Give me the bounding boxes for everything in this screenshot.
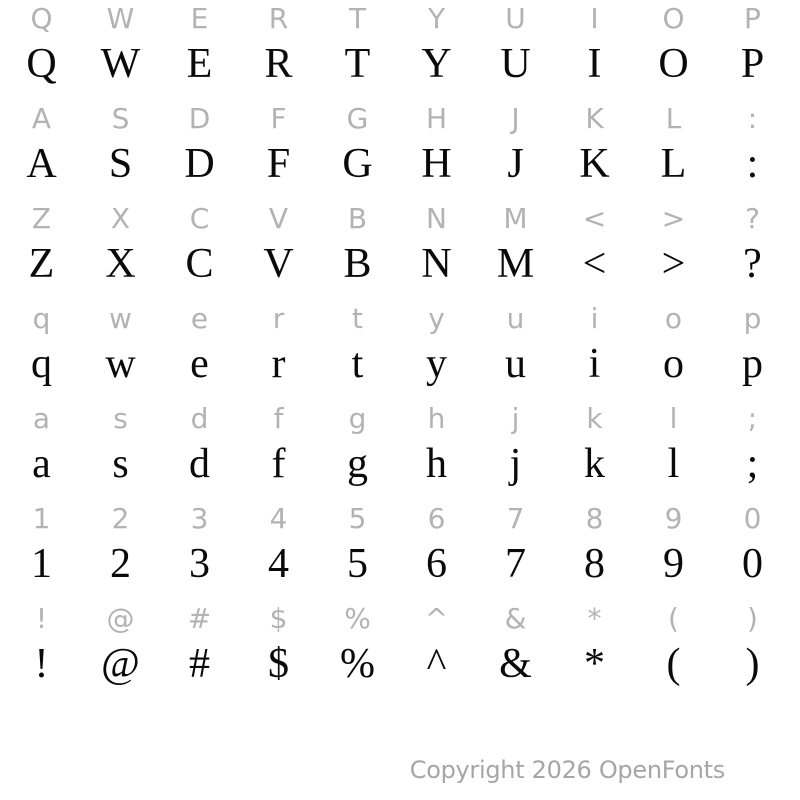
glyph-reference-cell: 1 (32, 502, 51, 535)
glyph-specimen-cell: h (426, 441, 447, 487)
glyph-specimen-cell: 2 (110, 541, 131, 587)
reference-font-row (2, 500, 792, 538)
glyph-specimen-cell: s (112, 441, 129, 487)
glyph-specimen-cell: ^ (426, 641, 447, 687)
glyph-reference-cell: d (190, 402, 209, 435)
glyph-reference-cell: Y (427, 2, 446, 35)
glyph-specimen-cell: w (105, 341, 136, 387)
glyph-reference-cell: p (743, 302, 762, 335)
glyph-specimen-cell: k (584, 441, 605, 487)
glyph-specimen-cell: V (263, 241, 294, 287)
glyph-reference-cell: G (346, 102, 369, 135)
glyph-specimen-cell: U (500, 41, 531, 87)
glyph-specimen-cell: : (746, 141, 759, 187)
glyph-reference-cell: 7 (506, 502, 525, 535)
glyph-reference-cell: ? (745, 202, 760, 235)
glyph-reference-cell: f (273, 402, 284, 435)
glyph-specimen-cell: q (31, 341, 52, 387)
glyph-reference-cell: 9 (664, 502, 683, 535)
glyph-specimen-cell: & (499, 641, 532, 687)
glyph-specimen-cell: 5 (347, 541, 368, 587)
glyph-specimen-cell: 7 (505, 541, 526, 587)
glyph-specimen-cell: ; (746, 441, 759, 487)
glyph-specimen-cell: R (264, 41, 293, 87)
glyph-specimen-cell: d (189, 441, 210, 487)
glyph-specimen-cell: N (421, 241, 452, 287)
glyph-reference-cell: 5 (348, 502, 367, 535)
glyph-reference-cell: ^ (424, 602, 449, 635)
glyph-reference-cell: C (189, 202, 210, 235)
glyph-reference-cell: o (664, 302, 683, 335)
glyph-specimen-cell: J (507, 141, 524, 187)
glyph-row-pair-symbols-row (2, 600, 792, 700)
glyph-reference-cell: U (505, 2, 526, 35)
glyph-reference-cell: ) (747, 602, 758, 635)
glyph-specimen-cell: l (667, 441, 680, 487)
glyph-reference-cell: r (272, 302, 285, 335)
glyph-reference-cell: h (427, 402, 446, 435)
glyph-reference-cell: 3 (190, 502, 209, 535)
glyph-reference-cell: S (111, 102, 130, 135)
glyph-specimen-cell: p (742, 341, 763, 387)
glyph-reference-cell: Q (30, 2, 53, 35)
glyph-specimen-cell: K (579, 141, 610, 187)
glyph-specimen-cell: Q (26, 41, 57, 87)
specimen-font-row (2, 338, 792, 390)
glyph-reference-cell: $ (269, 602, 288, 635)
specimen-font-row (2, 438, 792, 490)
glyph-reference-cell: W (106, 2, 135, 35)
glyph-reference-cell: i (590, 302, 599, 335)
glyph-reference-cell: > (661, 202, 686, 235)
glyph-specimen-cell: ( (666, 641, 681, 687)
glyph-reference-cell: T (348, 2, 367, 35)
glyph-specimen-cell: o (663, 341, 684, 387)
font-specimen-sheet (2, 0, 792, 700)
glyph-specimen-cell: 3 (189, 541, 210, 587)
glyph-specimen-cell: t (351, 341, 364, 387)
glyph-specimen-cell: j (509, 441, 522, 487)
glyph-reference-cell: t (352, 302, 363, 335)
glyph-reference-cell: w (109, 302, 132, 335)
glyph-reference-cell: s (113, 402, 128, 435)
glyph-reference-cell: j (511, 402, 520, 435)
glyph-reference-cell: R (268, 2, 289, 35)
glyph-reference-cell: g (348, 402, 367, 435)
glyph-specimen-cell: % (340, 641, 375, 687)
glyph-reference-cell: I (590, 2, 599, 35)
glyph-reference-cell: L (665, 102, 682, 135)
glyph-reference-cell: N (426, 202, 447, 235)
glyph-specimen-cell: ? (743, 241, 762, 287)
glyph-reference-cell: @ (106, 602, 135, 635)
glyph-specimen-cell: r (271, 341, 286, 387)
glyph-reference-cell: * (587, 602, 602, 635)
glyph-specimen-cell: F (266, 141, 291, 187)
glyph-specimen-cell: $ (268, 641, 289, 687)
glyph-reference-cell: K (585, 102, 604, 135)
glyph-specimen-cell: 1 (31, 541, 52, 587)
glyph-reference-cell: 8 (585, 502, 604, 535)
specimen-font-row (2, 138, 792, 190)
specimen-font-row (2, 638, 792, 690)
reference-font-row (2, 100, 792, 138)
glyph-row-pair-digits-row (2, 500, 792, 600)
glyph-reference-cell: O (662, 2, 685, 35)
reference-font-row (2, 0, 792, 38)
glyph-row-pair-uppercase-qwerty-row (2, 0, 792, 100)
glyph-reference-cell: B (347, 202, 368, 235)
glyph-specimen-cell: i (588, 341, 601, 387)
glyph-reference-cell: D (188, 102, 211, 135)
glyph-specimen-cell: B (343, 241, 372, 287)
glyph-specimen-cell: Y (421, 41, 452, 87)
glyph-specimen-cell: @ (101, 641, 140, 687)
glyph-reference-cell: J (511, 102, 520, 135)
glyph-specimen-cell: I (587, 41, 602, 87)
glyph-specimen-cell: 9 (663, 541, 684, 587)
glyph-row-pair-uppercase-asdf-row (2, 100, 792, 200)
glyph-specimen-cell: C (185, 241, 214, 287)
glyph-specimen-cell: * (584, 641, 605, 687)
glyph-specimen-cell: u (505, 341, 526, 387)
glyph-specimen-cell: f (271, 441, 286, 487)
glyph-reference-cell: ( (668, 602, 679, 635)
glyph-reference-cell: u (506, 302, 525, 335)
reference-font-row (2, 200, 792, 238)
glyph-reference-cell: E (190, 2, 209, 35)
glyph-specimen-cell: g (347, 441, 368, 487)
glyph-reference-cell: X (110, 202, 131, 235)
copyright-text: Copyright 2026 OpenFonts (409, 756, 725, 784)
glyph-row-pair-lowercase-qwerty-row (2, 300, 792, 400)
glyph-specimen-cell: O (658, 41, 689, 87)
glyph-reference-cell: 0 (743, 502, 762, 535)
glyph-specimen-cell: 6 (426, 541, 447, 587)
glyph-specimen-cell: 4 (268, 541, 289, 587)
glyph-reference-cell: ! (35, 602, 48, 635)
reference-font-row (2, 300, 792, 338)
glyph-specimen-cell: ) (745, 641, 760, 687)
glyph-specimen-cell: e (190, 341, 209, 387)
reference-font-row (2, 400, 792, 438)
glyph-specimen-cell: < (582, 241, 607, 287)
glyph-specimen-cell: 0 (742, 541, 763, 587)
glyph-reference-cell: V (268, 202, 289, 235)
glyph-reference-cell: e (190, 302, 209, 335)
glyph-specimen-cell: H (421, 141, 452, 187)
glyph-specimen-cell: > (661, 241, 686, 287)
glyph-specimen-cell: M (496, 241, 535, 287)
glyph-row-pair-lowercase-asdf-row (2, 400, 792, 500)
glyph-reference-cell: < (582, 202, 607, 235)
glyph-reference-cell: ; (747, 402, 758, 435)
glyph-specimen-cell: G (342, 141, 373, 187)
reference-font-row (2, 600, 792, 638)
glyph-specimen-cell: L (660, 141, 687, 187)
glyph-specimen-cell: 8 (584, 541, 605, 587)
glyph-reference-cell: : (747, 102, 758, 135)
glyph-reference-cell: 6 (427, 502, 446, 535)
glyph-specimen-cell: E (186, 41, 213, 87)
glyph-reference-cell: y (428, 302, 445, 335)
glyph-reference-cell: Z (31, 202, 52, 235)
glyph-specimen-cell: a (32, 441, 51, 487)
specimen-font-row (2, 238, 792, 290)
glyph-reference-cell: A (31, 102, 52, 135)
glyph-reference-cell: & (504, 602, 527, 635)
glyph-specimen-cell: P (740, 41, 765, 87)
glyph-reference-cell: % (344, 602, 371, 635)
glyph-reference-cell: q (32, 302, 51, 335)
glyph-reference-cell: F (270, 102, 287, 135)
glyph-reference-cell: a (32, 402, 51, 435)
glyph-specimen-cell: W (100, 41, 141, 87)
glyph-specimen-cell: T (344, 41, 371, 87)
glyph-specimen-cell: D (184, 141, 215, 187)
glyph-specimen-cell: A (26, 141, 57, 187)
glyph-reference-cell: k (586, 402, 603, 435)
glyph-specimen-cell: X (105, 241, 136, 287)
glyph-row-pair-uppercase-zxcv-row (2, 200, 792, 300)
glyph-reference-cell: 4 (269, 502, 288, 535)
glyph-reference-cell: P (744, 2, 761, 35)
glyph-specimen-cell: S (108, 141, 133, 187)
glyph-specimen-cell: y (426, 341, 447, 387)
glyph-specimen-cell: ! (34, 641, 49, 687)
glyph-reference-cell: l (669, 402, 678, 435)
specimen-font-row (2, 38, 792, 90)
glyph-reference-cell: H (425, 102, 448, 135)
glyph-reference-cell: M (503, 202, 528, 235)
glyph-reference-cell: # (187, 602, 212, 635)
glyph-specimen-cell: # (189, 641, 210, 687)
glyph-reference-cell: 2 (111, 502, 130, 535)
specimen-font-row (2, 538, 792, 590)
glyph-specimen-cell: Z (28, 241, 55, 287)
